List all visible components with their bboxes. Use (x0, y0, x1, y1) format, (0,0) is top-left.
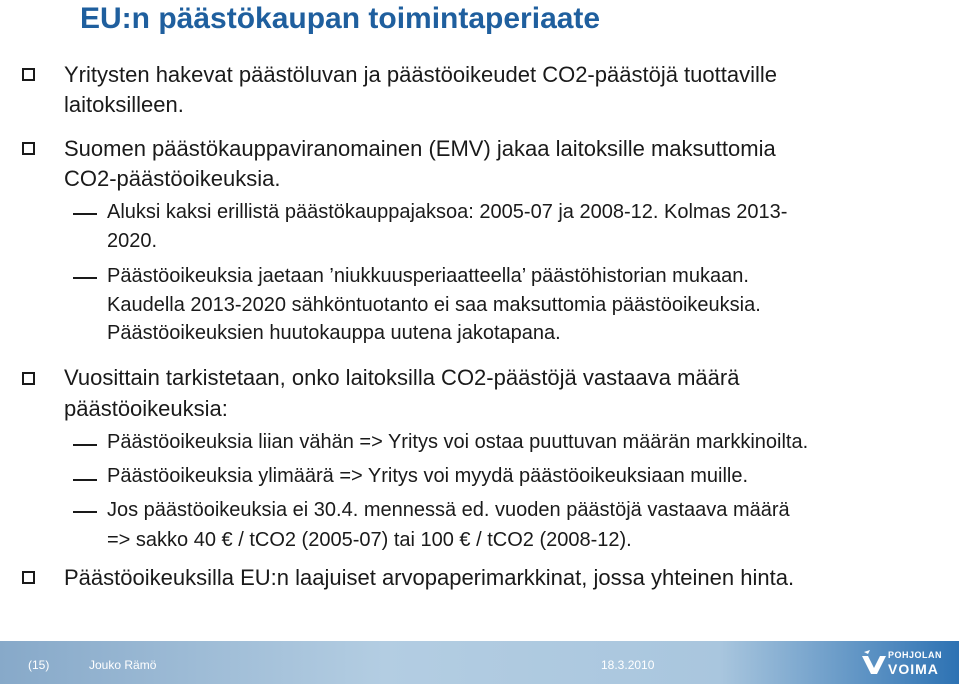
dash-bullet-icon (73, 511, 97, 513)
sub-bullet-text: => sakko 40 € / tCO2 (2005-07) tai 100 € / tCO2 (2008-12). (107, 529, 632, 551)
sub-bullet-text: Päästöoikeuksien huutokauppa uutena jakotapana. (107, 322, 561, 344)
dash-bullet-icon (73, 479, 97, 481)
footer-date: 18.3.2010 (601, 658, 655, 672)
sub-bullet-text: Päästöoikeuksia liian vähän => Yritys voi ostaa puuttuvan määrän markkinoilta. (107, 431, 809, 453)
bullet-text: Suomen päästökauppaviranomainen (EMV) jakaa laitoksille maksuttomia (64, 136, 776, 161)
footer-author: Jouko Rämö (89, 658, 157, 672)
sub-bullet-text: Päästöoikeuksia jaetaan ’niukkuusperiaatteella’ päästöhistorian mukaan. (107, 265, 749, 287)
bullet-text: Vuosittain tarkistetaan, onko laitoksilla CO2-päästöjä vastaava määrä (64, 365, 740, 390)
dash-bullet-icon (73, 213, 97, 215)
logo-text-bottom: VOIMA (888, 661, 939, 677)
bullet-text: Päästöoikeuksilla EU:n laajuiset arvopaperimarkkinat, jossa yhteinen hinta. (64, 565, 795, 590)
checkbox-bullet-icon (22, 372, 35, 385)
bullet-text: Yritysten hakevat päästöluvan ja päästöoikeudet CO2-päästöjä tuottaville (64, 62, 777, 87)
checkbox-bullet-icon (22, 142, 35, 155)
sub-bullet-text: Aluksi kaksi erillistä päästökauppajaksoa: 2005-07 ja 2008-12. Kolmas 2013- (107, 201, 788, 223)
checkbox-bullet-icon (22, 571, 35, 584)
sub-bullet-text: Kaudella 2013-2020 sähköntuotanto ei saa maksuttomia päästöoikeuksia. (107, 294, 761, 316)
dash-bullet-icon (73, 444, 97, 446)
page-number: (15) (28, 658, 50, 672)
bullet-text: laitoksilleen. (64, 92, 184, 117)
sub-bullet-text: 2020. (107, 230, 158, 252)
bullet-text: päästöoikeuksia: (64, 396, 228, 421)
checkbox-bullet-icon (22, 68, 35, 81)
sub-bullet-text: Päästöoikeuksia ylimäärä => Yritys voi myydä päästöoikeuksiaan muille. (107, 465, 749, 487)
bullet-text: CO2-päästöoikeuksia. (64, 166, 281, 191)
logo-text-top: POHJOLAN (888, 650, 943, 660)
slide-title: EU:n päästökaupan toimintaperiaate (80, 2, 601, 35)
sub-bullet-text: Jos päästöoikeuksia ei 30.4. mennessä ed. vuoden päästöjä vastaava määrä (107, 499, 790, 521)
dash-bullet-icon (73, 277, 97, 279)
